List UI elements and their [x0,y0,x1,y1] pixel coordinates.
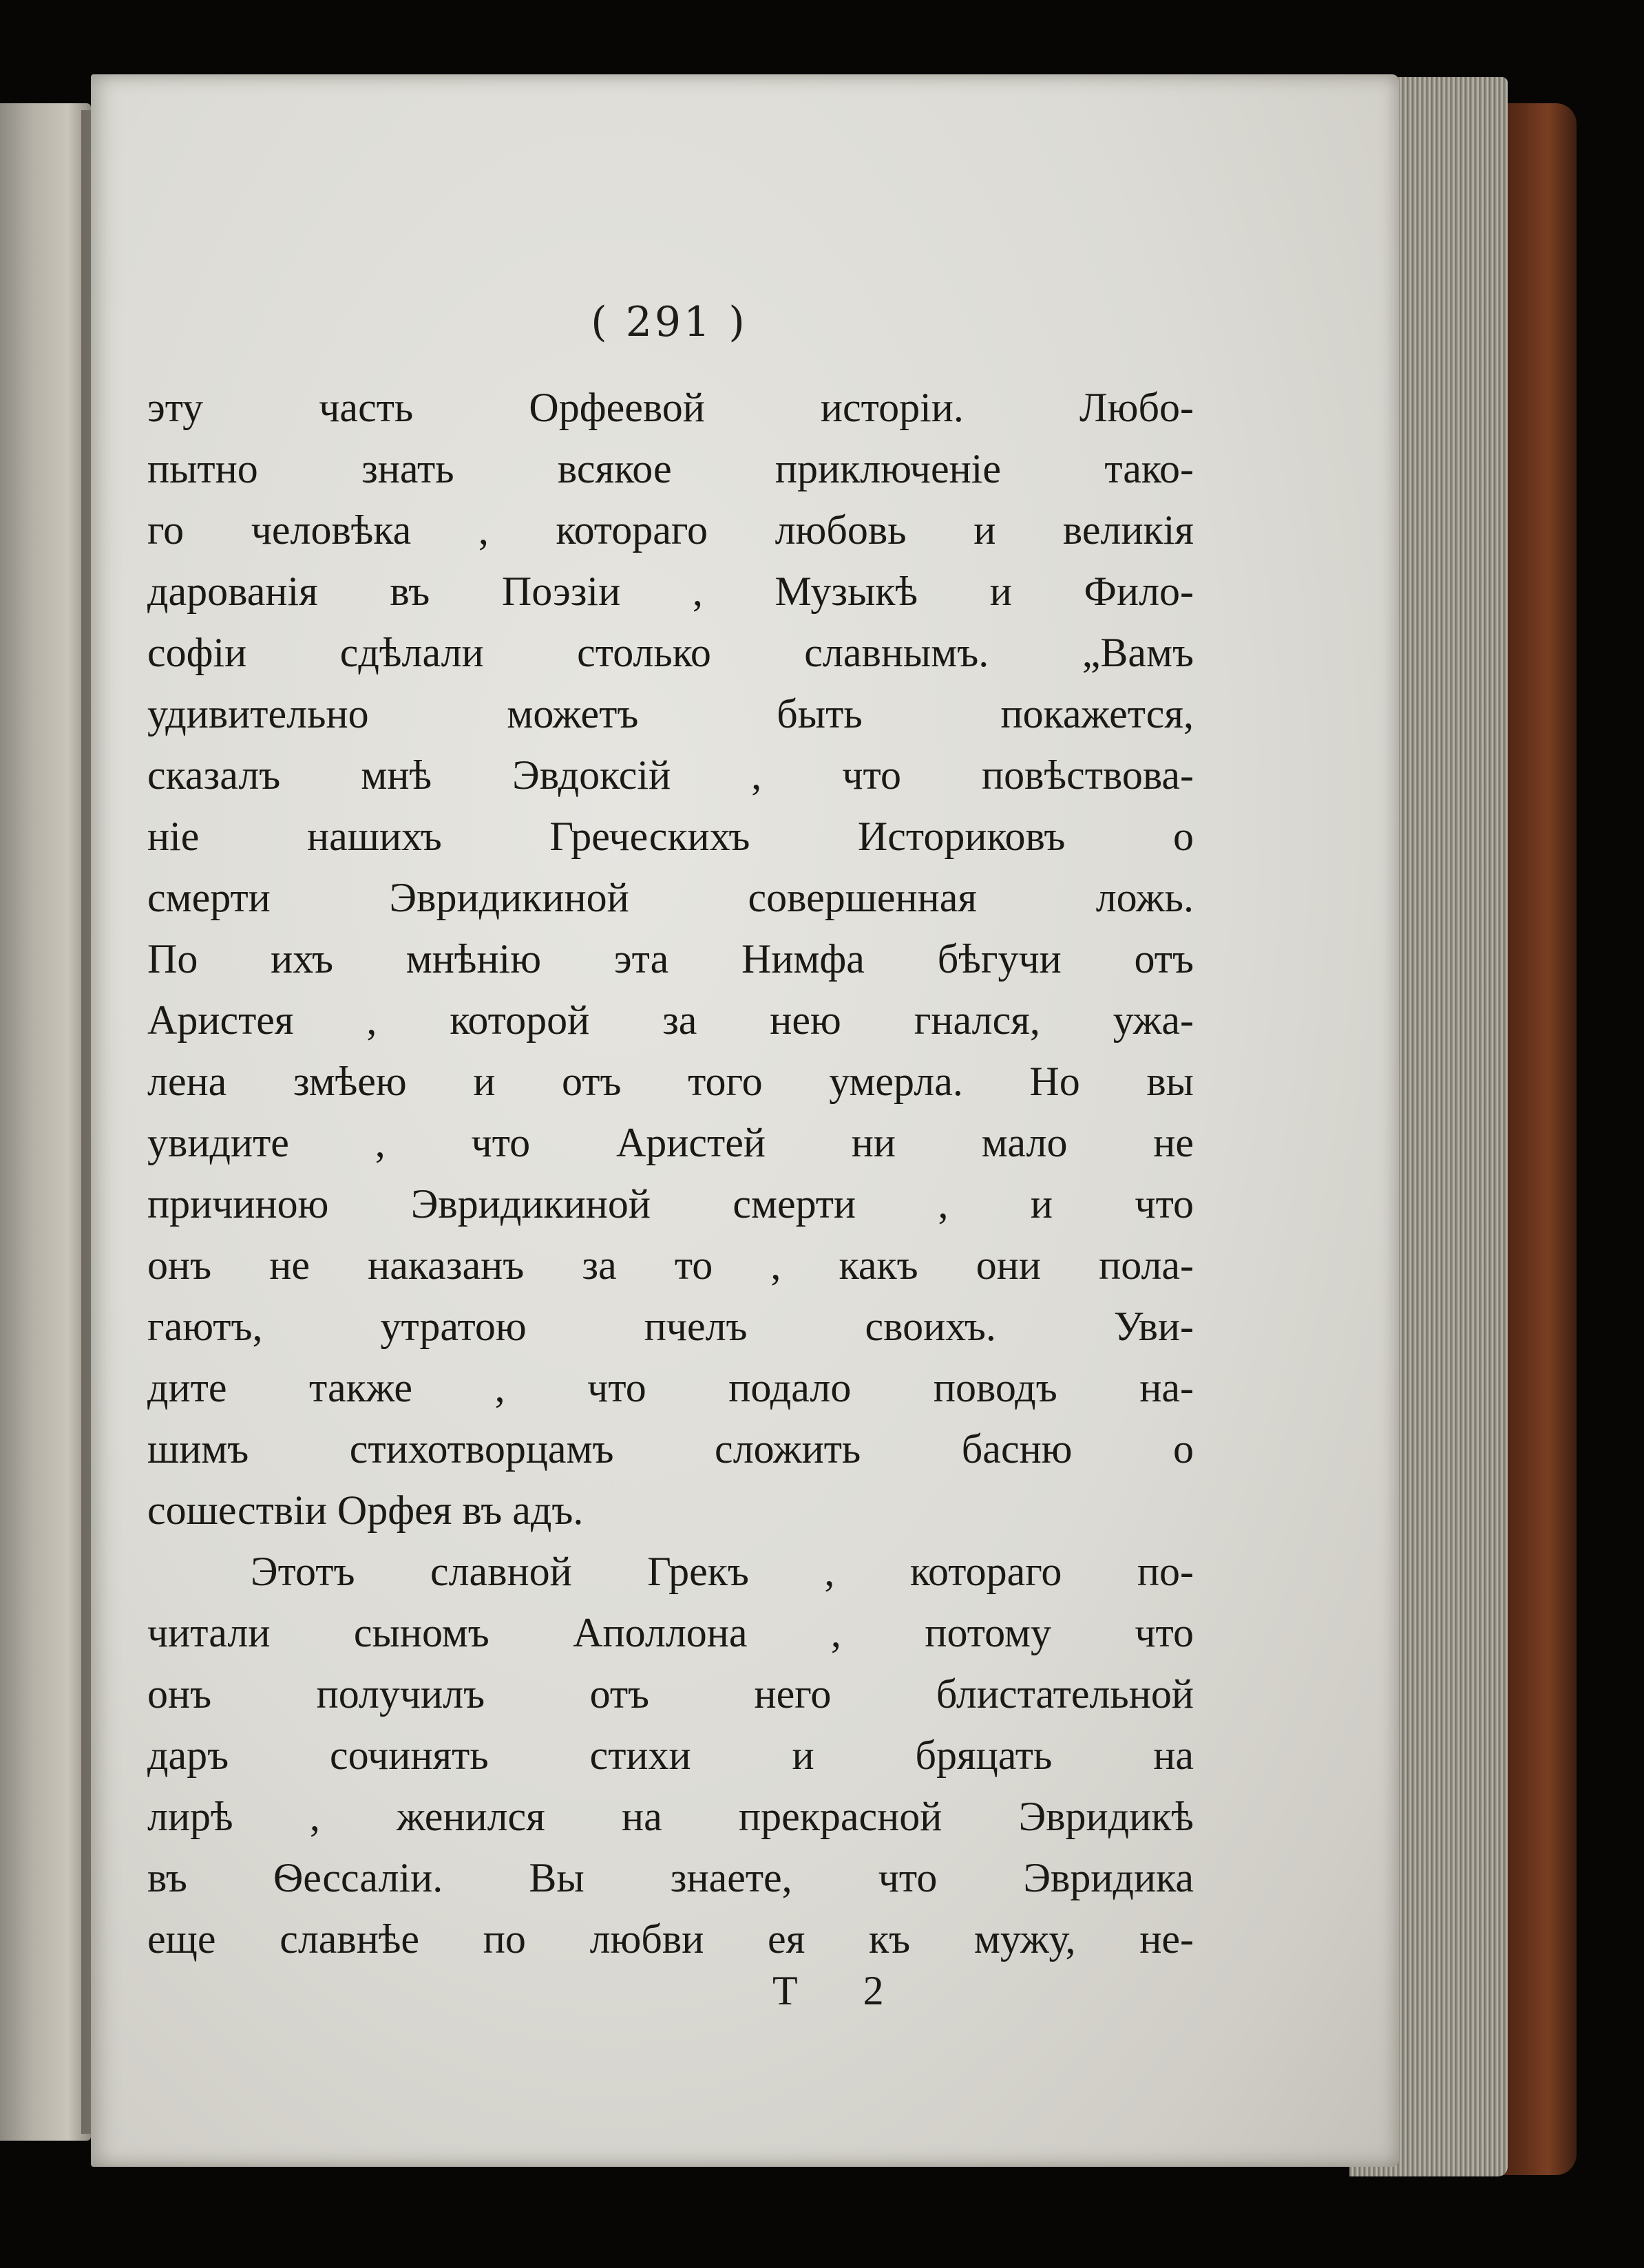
text-line: пытно знать всякое приключеніе тако- [147,446,1194,491]
text-line: читали сыномъ Аполлона , потому что [147,1610,1194,1655]
text-line: онъ получилъ отъ него блистательной [147,1671,1194,1717]
text-line: дарованія въ Поэзіи , Музыкѣ и Фило- [147,569,1194,614]
text-line: шимъ стихотворцамъ сложить басню о [147,1426,1194,1472]
page-number: ( 291 ) [591,298,748,346]
printer-signature-mark: Т 2 [772,1968,911,2013]
text-line: дите также , что подало поводъ на- [147,1365,1194,1410]
text-line: сказалъ мнѣ Эвдоксій , что повѣствова- [147,752,1194,798]
text-line: лена змѣею и отъ того умерла. Но вы [147,1059,1194,1104]
text-line: сошествіи Орфея въ адъ. [147,1487,584,1533]
text-line: еще славнѣе по любви ея къ мужу, не- [147,1916,1194,1962]
text-line: го человѣка , котораго любовь и великія [147,507,1194,553]
text-line: Аристея , которой за нею гнался, ужа- [147,997,1194,1043]
text-line: ніе нашихъ Греческихъ Историковъ о [147,814,1194,859]
text-line: По ихъ мнѣнію эта Нимфа бѣгучи отъ [147,936,1194,982]
text-line-paragraph-start: Этотъ славной Грекъ , котораго по- [251,1549,1194,1594]
text-line: софіи сдѣлали столько славнымъ. „Вамъ [147,630,1194,675]
text-line: онъ не наказанъ за то , какъ они пола- [147,1242,1194,1288]
text-line: смерти Эвридикиной совершенная ложь. [147,875,1194,920]
book-page [91,74,1399,2167]
text-line: причиною Эвридикиной смерти , и что [147,1181,1194,1227]
body-text [147,377,1194,1970]
text-line: эту часть Орфеевой исторіи. Любо- [147,385,1194,430]
text-line: въ Ѳессаліи. Вы знаете, что Эвридика [147,1855,1194,1900]
text-line: лирѣ , женился на прекрасной Эвридикѣ [147,1794,1194,1839]
text-line: увидите , что Аристей ни мало не [147,1120,1194,1165]
text-line: удивительно можетъ быть покажется, [147,691,1194,736]
text-line: даръ сочинять стихи и бряцать на [147,1732,1194,1778]
previous-page-edge [0,103,91,2141]
text-line: гаютъ, утратою пчелъ своихъ. Уви- [147,1304,1194,1349]
